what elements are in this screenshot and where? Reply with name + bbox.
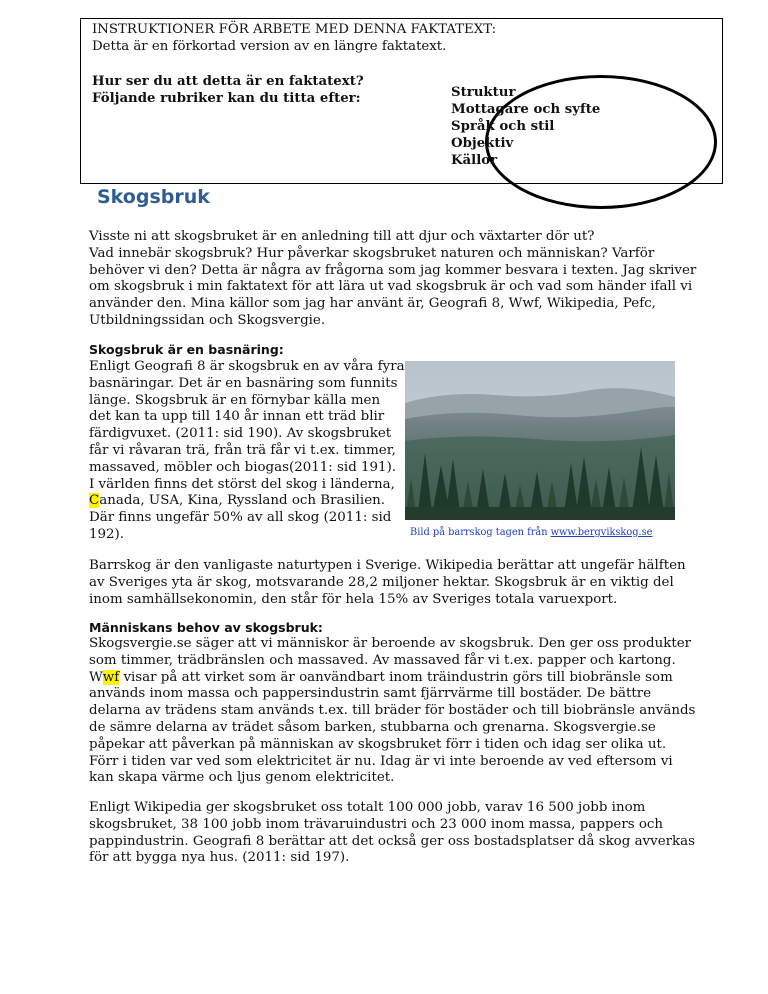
text-line: basnäringar. Det är en basnäring som funnits [89,375,398,391]
barrskog-paragraph [89,558,686,608]
forest-photo [405,361,675,520]
text-line: I världen finns det störst del skog i länderna, [89,476,395,492]
text-line: inom samhällsekonomin, den står för hela 15% av Sveriges totala varuexport. [89,591,618,607]
heading-item-audience: Mottagare och syfte [451,102,601,117]
text-line: Visste ni att skogsbruket är en anledning till att djur och växtarter dör ut? [89,229,595,244]
text-line: om skogsbruk i min faktatext för att lära ut vad skogsbruk är och vad som händer ifall vi [89,279,693,295]
text-line: får vi råvaran trä, från trä får vi t.ex. timmer, [89,442,396,458]
instruction-question: Hur ser du att detta är en faktatext? [92,74,364,89]
heading-item-structure: Struktur [451,85,516,100]
text-line: pappindustrin. Geografi 8 berättar att det också ger oss bostadsplatser då skog avverkas [89,833,695,849]
heading-item-language: Språk och stil [451,119,555,134]
article-title: Skogsbruk [97,186,210,208]
text-line: för att bygga nya hus. (2011: sid 197). [89,850,350,866]
highlighted-text: wf [102,669,120,685]
text-line: Enligt Geografi 8 är skogsbruk en av våra fyra [89,359,405,374]
text-line: använder den. Mina källor som jag har använt är, Geografi 8, Wwf, Wikipedia, Pefc, [89,296,656,312]
text-line: Där finns ungefär 50% av all skog (2011: sid [89,510,392,526]
text-line: påpekar att påverkan på människan av skogsbruket förr i tiden och idag ser olika ut. [89,736,667,752]
instruction-box [80,18,723,184]
caption-text: Bild på barrskog tagen från [410,527,551,538]
text-line [89,493,405,510]
text-line: Barrskog är den vanligaste naturtypen i Sverige. Wikipedia berättar att ungefär hälften [89,558,686,573]
text-line: 192). [89,526,125,542]
text-line: Vad innebär skogsbruk? Hur påverkar skogsbruket naturen och människan? Varför [89,245,655,261]
basnaring-paragraph [89,359,405,544]
text-fragment: anada, USA, Kina, Ryssland och Brasilien. [99,493,386,509]
section-heading-behov: Människans behov av skogsbruk: [89,620,323,635]
text-line: färdigvuxet. (2011: sid 190). Av skogsbruket [89,426,392,442]
text-line: massaved, möbler och biogas(2011: sid 191). [89,459,397,475]
section-heading-basnaring: Skogsbruk är en basnäring: [89,342,284,357]
headings-list [451,84,600,169]
heading-item-sources: Källor [451,153,498,168]
text-line: av Sveriges yta är skog, motsvarande 28,2 miljoner hektar. Skogsbruk är en viktig del [89,574,674,590]
text-line: de sämre delarna av trädet såsom barken, stubbarna och grenarna. Skogsvergie.se [89,719,656,735]
behov-paragraph [89,636,695,787]
text-line: Enligt Wikipedia ger skogsbruket oss totalt 100 000 jobb, varav 16 500 jobb inom [89,800,646,815]
heading-item-objective: Objektiv [451,136,514,151]
text-line: som timmer, trädbränslen och massaved. Av massaved får vi t.ex. papper och kartong. [89,652,676,668]
text-line: delarna av trädens stam används t.ex. till bräder för bostäder och till biobränsle används [89,703,696,719]
text-line: det kan ta upp till 140 år innan ett träd blir [89,409,385,425]
jobb-paragraph [89,800,695,867]
text-line: Skogsvergie.se säger att vi människor är beroende av skogsbruk. Den ger oss produkter [89,636,692,651]
text-fragment: visar på att virket som är oanvändbart inom träindustrin görs till biobränsle som [119,669,673,685]
intro-paragraph [89,229,696,330]
instruction-question-followup: Följande rubriker kan du titta efter: [92,91,361,106]
instruction-title: INSTRUKTIONER FÖR ARBETE MED DENNA FAKTATEXT: [92,22,497,37]
text-fragment: W [89,669,103,685]
text-line: kan skapa värme och ljus genom elektricitet. [89,770,395,786]
text-line: behöver vi den? Detta är några av frågorna som jag kommer besvara i texten. Jag skriver [89,262,697,278]
photo-caption [410,527,652,538]
text-line [89,670,695,687]
text-line: länge. Skogsbruk är en förnybar källa men [89,392,381,408]
text-line: skogsbruket, 38 100 jobb inom trävaruindustri och 23 000 inom massa, pappers och [89,816,664,832]
text-line: Förr i tiden var ved som elektricitet är nu. Idag är vi inte beroende av ved eftersom vi [89,753,673,769]
instruction-description: Detta är en förkortad version av en längre faktatext. [92,39,447,54]
text-line: Utbildningssidan och Skogsvergie. [89,312,326,328]
highlighted-letter: C [89,493,100,509]
text-line: används inom massa och pappersindustrin samt fjärrvärme till bostäder. De bättre [89,686,652,702]
caption-link[interactable]: www.bergvikskog.se [550,527,653,538]
